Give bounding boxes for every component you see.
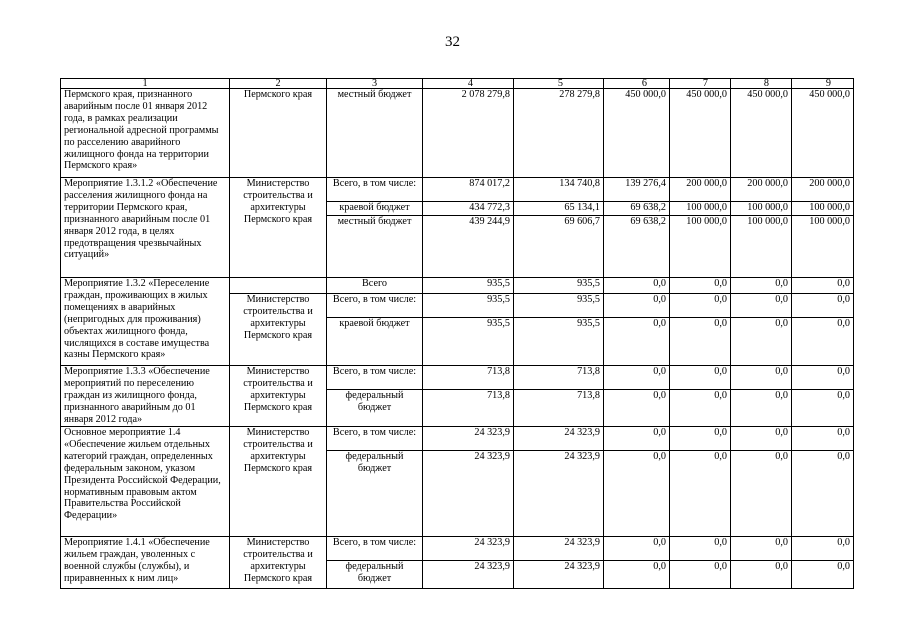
value-cell: 24 323,9 bbox=[423, 537, 514, 561]
value-cell: 0,0 bbox=[731, 366, 792, 390]
value-cell: 935,5 bbox=[514, 318, 604, 366]
value-cell: 0,0 bbox=[792, 366, 854, 390]
executor: Министерство строительства и архитектуры Пермского края bbox=[230, 294, 327, 366]
value-cell: 935,5 bbox=[423, 278, 514, 294]
value-cell: 24 323,9 bbox=[514, 537, 604, 561]
executor: Министерство строительства и архитектуры Пермского края bbox=[230, 366, 327, 427]
value-cell: 0,0 bbox=[670, 451, 731, 537]
value-cell: 0,0 bbox=[792, 427, 854, 451]
column-number: 1 bbox=[61, 79, 230, 89]
value-cell: 450 000,0 bbox=[731, 89, 792, 178]
value-cell: 0,0 bbox=[670, 366, 731, 390]
executor: Министерство строительства и архитектуры Пермского края bbox=[230, 537, 327, 589]
value-cell: 0,0 bbox=[670, 427, 731, 451]
value-cell: 24 323,9 bbox=[514, 561, 604, 589]
activity-name: Мероприятие 1.3.3 «Обеспечение мероприятий по переселению граждан из жилищного фонда, признанного аварийным до 01 января 2012 года» bbox=[61, 366, 230, 427]
table-row bbox=[61, 178, 854, 202]
value-cell: 0,0 bbox=[670, 390, 731, 427]
value-cell: 278 279,8 bbox=[514, 89, 604, 178]
value-cell: 0,0 bbox=[792, 390, 854, 427]
value-cell: 434 772,3 bbox=[423, 202, 514, 216]
executor: Министерство строительства и архитектуры Пермского края bbox=[230, 178, 327, 278]
value-cell: 0,0 bbox=[670, 294, 731, 318]
value-cell: 100 000,0 bbox=[731, 202, 792, 216]
value-cell: 2 078 279,8 bbox=[423, 89, 514, 178]
funding-source: Всего, в том числе: bbox=[327, 537, 423, 561]
funding-source: краевой бюджет bbox=[327, 318, 423, 366]
value-cell: 69 638,2 bbox=[604, 216, 670, 278]
value-cell: 100 000,0 bbox=[670, 202, 731, 216]
table-row bbox=[61, 366, 854, 390]
value-cell: 450 000,0 bbox=[604, 89, 670, 178]
funding-source: Всего, в том числе: bbox=[327, 427, 423, 451]
value-cell: 0,0 bbox=[670, 561, 731, 589]
value-cell: 0,0 bbox=[731, 537, 792, 561]
value-cell: 24 323,9 bbox=[514, 451, 604, 537]
value-cell: 0,0 bbox=[670, 318, 731, 366]
activity-name: Мероприятие 1.3.2 «Переселение граждан, проживающих в жилых помещениях в аварийных (непригодных для проживания) объектах жилищного фонда, числящихся в составе имущества казны Пермского края» bbox=[61, 278, 230, 366]
value-cell: 24 323,9 bbox=[423, 427, 514, 451]
column-number: 2 bbox=[230, 79, 327, 89]
value-cell: 0,0 bbox=[604, 537, 670, 561]
value-cell: 100 000,0 bbox=[792, 216, 854, 278]
value-cell: 24 323,9 bbox=[514, 427, 604, 451]
value-cell: 935,5 bbox=[423, 318, 514, 366]
value-cell: 24 323,9 bbox=[423, 561, 514, 589]
value-cell: 24 323,9 bbox=[423, 451, 514, 537]
column-number: 6 bbox=[604, 79, 670, 89]
column-number: 7 bbox=[670, 79, 731, 89]
value-cell: 0,0 bbox=[792, 278, 854, 294]
value-cell: 0,0 bbox=[604, 451, 670, 537]
budget-table bbox=[60, 78, 854, 589]
value-cell: 0,0 bbox=[670, 278, 731, 294]
table-row bbox=[61, 89, 854, 178]
column-number: 3 bbox=[327, 79, 423, 89]
value-cell: 935,5 bbox=[514, 278, 604, 294]
funding-source: Всего bbox=[327, 278, 423, 294]
funding-source: Всего, в том числе: bbox=[327, 294, 423, 318]
table-row bbox=[61, 537, 854, 561]
value-cell: 0,0 bbox=[731, 427, 792, 451]
funding-source: федеральный бюджет bbox=[327, 561, 423, 589]
value-cell: 0,0 bbox=[604, 390, 670, 427]
value-cell: 0,0 bbox=[792, 537, 854, 561]
value-cell: 69 606,7 bbox=[514, 216, 604, 278]
value-cell: 0,0 bbox=[731, 561, 792, 589]
value-cell: 935,5 bbox=[423, 294, 514, 318]
value-cell: 874 017,2 bbox=[423, 178, 514, 202]
value-cell: 713,8 bbox=[514, 390, 604, 427]
value-cell: 713,8 bbox=[423, 390, 514, 427]
funding-source: федеральный бюджет bbox=[327, 451, 423, 537]
table-row bbox=[61, 278, 854, 294]
value-cell: 100 000,0 bbox=[731, 216, 792, 278]
value-cell: 0,0 bbox=[604, 366, 670, 390]
column-number: 5 bbox=[514, 79, 604, 89]
column-number: 8 bbox=[731, 79, 792, 89]
table-row bbox=[61, 427, 854, 451]
value-cell: 0,0 bbox=[731, 294, 792, 318]
value-cell: 0,0 bbox=[604, 318, 670, 366]
value-cell: 200 000,0 bbox=[670, 178, 731, 202]
value-cell: 450 000,0 bbox=[792, 89, 854, 178]
value-cell: 200 000,0 bbox=[792, 178, 854, 202]
funding-source: федеральный бюджет bbox=[327, 390, 423, 427]
value-cell: 0,0 bbox=[604, 561, 670, 589]
activity-name: Пермского края, признанного аварийным после 01 января 2012 года, в рамках реализации региональной адресной программы по расселению аварийного жилищного фонда на территории Пермского края» bbox=[61, 89, 230, 178]
value-cell: 69 638,2 bbox=[604, 202, 670, 216]
value-cell: 100 000,0 bbox=[792, 202, 854, 216]
funding-source: Всего, в том числе: bbox=[327, 178, 423, 202]
value-cell: 439 244,9 bbox=[423, 216, 514, 278]
value-cell: 0,0 bbox=[731, 318, 792, 366]
value-cell: 713,8 bbox=[514, 366, 604, 390]
value-cell: 0,0 bbox=[792, 451, 854, 537]
executor: Министерство строительства и архитектуры Пермского края bbox=[230, 427, 327, 537]
page-number: 32 bbox=[445, 34, 460, 50]
activity-name: Основное мероприятие 1.4 «Обеспечение жильем отдельных категорий граждан, определенных федеральным законом, указом Президента Российской Федерации, нормативным правовым актом Правительства Российской Федерации» bbox=[61, 427, 230, 537]
value-cell: 0,0 bbox=[731, 390, 792, 427]
value-cell: 134 740,8 bbox=[514, 178, 604, 202]
funding-source: местный бюджет bbox=[327, 89, 423, 178]
activity-name: Мероприятие 1.4.1 «Обеспечение жильем граждан, уволенных с военной службы (службы), и приравненных к ним лиц» bbox=[61, 537, 230, 589]
value-cell: 200 000,0 bbox=[731, 178, 792, 202]
column-numbers-row bbox=[61, 79, 854, 89]
value-cell: 0,0 bbox=[792, 318, 854, 366]
value-cell: 0,0 bbox=[731, 451, 792, 537]
column-number: 4 bbox=[423, 79, 514, 89]
value-cell: 139 276,4 bbox=[604, 178, 670, 202]
funding-source: Всего, в том числе: bbox=[327, 366, 423, 390]
value-cell: 935,5 bbox=[514, 294, 604, 318]
value-cell: 0,0 bbox=[792, 294, 854, 318]
value-cell: 0,0 bbox=[604, 278, 670, 294]
value-cell: 100 000,0 bbox=[670, 216, 731, 278]
value-cell: 65 134,1 bbox=[514, 202, 604, 216]
executor: Пермского края bbox=[230, 89, 327, 178]
activity-name: Мероприятие 1.3.1.2 «Обеспечение расселения жилищного фонда на территории Пермского края, признанного аварийным после 01 января 2012 года, в целях предотвращения чрезвычайных ситуаций» bbox=[61, 178, 230, 278]
value-cell: 713,8 bbox=[423, 366, 514, 390]
column-number: 9 bbox=[792, 79, 854, 89]
executor-empty bbox=[230, 278, 327, 294]
value-cell: 0,0 bbox=[731, 278, 792, 294]
funding-source: краевой бюджет bbox=[327, 202, 423, 216]
value-cell: 0,0 bbox=[604, 294, 670, 318]
value-cell: 0,0 bbox=[792, 561, 854, 589]
value-cell: 450 000,0 bbox=[670, 89, 731, 178]
funding-source: местный бюджет bbox=[327, 216, 423, 278]
value-cell: 0,0 bbox=[604, 427, 670, 451]
value-cell: 0,0 bbox=[670, 537, 731, 561]
